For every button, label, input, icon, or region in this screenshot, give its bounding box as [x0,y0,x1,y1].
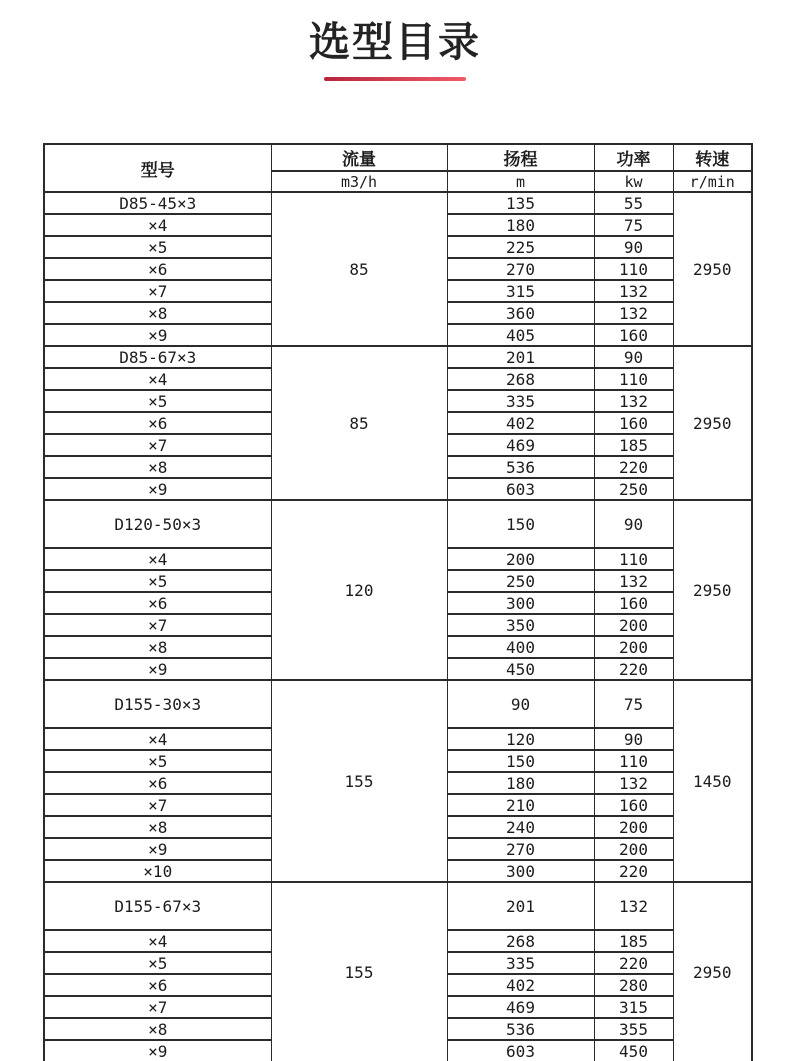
unit-speed: r/min [673,171,752,192]
model-cell: ×6 [44,772,271,794]
head-cell: 201 [447,882,594,930]
head-cell: 90 [447,680,594,728]
model-cell: ×7 [44,794,271,816]
header-speed: 转速 [673,144,752,171]
power-cell: 355 [594,1018,673,1040]
model-cell: ×7 [44,996,271,1018]
power-cell: 450 [594,1040,673,1061]
page-title: 选型目录 [309,19,481,65]
title-underline [324,77,466,81]
head-cell: 450 [447,658,594,680]
model-cell: ×6 [44,258,271,280]
head-cell: 270 [447,838,594,860]
model-cell: ×5 [44,750,271,772]
power-cell: 200 [594,816,673,838]
head-cell: 268 [447,930,594,952]
power-cell: 110 [594,750,673,772]
power-cell: 132 [594,302,673,324]
power-cell: 132 [594,570,673,592]
power-cell: 160 [594,794,673,816]
model-cell: ×6 [44,412,271,434]
head-cell: 150 [447,750,594,772]
model-cell: D85-67×3 [44,346,271,368]
table-row-group3 [44,500,752,548]
model-cell: ×8 [44,302,271,324]
power-cell: 110 [594,258,673,280]
power-cell: 220 [594,456,673,478]
model-cell: ×8 [44,1018,271,1040]
unit-head: m [447,171,594,192]
model-cell: ×9 [44,478,271,500]
model-cell: ×9 [44,658,271,680]
flow-cell: 155 [271,882,447,1061]
power-cell: 90 [594,346,673,368]
unit-power: kw [594,171,673,192]
power-cell: 160 [594,324,673,346]
flow-cell: 85 [271,192,447,346]
table-row-group1 [44,192,752,214]
model-cell: D155-30×3 [44,680,271,728]
power-cell: 185 [594,434,673,456]
power-cell: 160 [594,592,673,614]
header-power: 功率 [594,144,673,171]
model-cell: ×8 [44,816,271,838]
head-cell: 201 [447,346,594,368]
power-cell: 90 [594,500,673,548]
speed-cell: 2950 [673,500,752,680]
head-cell: 469 [447,996,594,1018]
power-cell: 55 [594,192,673,214]
flow-cell: 85 [271,346,447,500]
flow-cell: 120 [271,500,447,680]
selection-table [43,143,753,1061]
head-cell: 200 [447,548,594,570]
speed-cell: 2950 [673,192,752,346]
power-cell: 200 [594,838,673,860]
head-cell: 210 [447,794,594,816]
power-cell: 90 [594,728,673,750]
model-cell: ×4 [44,728,271,750]
model-cell: ×5 [44,390,271,412]
model-cell: ×4 [44,368,271,390]
head-cell: 150 [447,500,594,548]
model-cell: ×4 [44,214,271,236]
model-cell: ×9 [44,838,271,860]
head-cell: 469 [447,434,594,456]
head-cell: 120 [447,728,594,750]
head-cell: 603 [447,478,594,500]
head-cell: 135 [447,192,594,214]
table-row-group5 [44,882,752,930]
head-cell: 270 [447,258,594,280]
power-cell: 90 [594,236,673,258]
power-cell: 75 [594,680,673,728]
table-row-group4 [44,680,752,728]
head-cell: 300 [447,860,594,882]
head-cell: 335 [447,390,594,412]
model-cell: ×8 [44,456,271,478]
model-cell: ×8 [44,636,271,658]
model-cell: ×6 [44,974,271,996]
head-cell: 350 [447,614,594,636]
power-cell: 110 [594,548,673,570]
power-cell: 132 [594,882,673,930]
head-cell: 536 [447,456,594,478]
model-cell: ×7 [44,614,271,636]
unit-flow: m3/h [271,171,447,192]
model-cell: ×4 [44,548,271,570]
head-cell: 300 [447,592,594,614]
head-cell: 603 [447,1040,594,1061]
head-cell: 536 [447,1018,594,1040]
model-cell: D85-45×3 [44,192,271,214]
head-cell: 402 [447,974,594,996]
power-cell: 250 [594,478,673,500]
power-cell: 132 [594,280,673,302]
flow-cell: 155 [271,680,447,882]
header-row-labels [44,144,752,171]
header-head: 扬程 [447,144,594,171]
model-cell: ×9 [44,324,271,346]
head-cell: 400 [447,636,594,658]
model-cell: ×5 [44,236,271,258]
model-cell: ×5 [44,952,271,974]
speed-cell: 2950 [673,882,752,1061]
speed-cell: 2950 [673,346,752,500]
power-cell: 220 [594,860,673,882]
power-cell: 110 [594,368,673,390]
table-header [44,144,752,192]
head-cell: 180 [447,772,594,794]
head-cell: 405 [447,324,594,346]
head-cell: 240 [447,816,594,838]
model-cell: D120-50×3 [44,500,271,548]
head-cell: 268 [447,368,594,390]
model-cell: ×4 [44,930,271,952]
power-cell: 315 [594,996,673,1018]
power-cell: 220 [594,952,673,974]
power-cell: 220 [594,658,673,680]
head-cell: 402 [447,412,594,434]
model-cell: ×6 [44,592,271,614]
power-cell: 132 [594,390,673,412]
power-cell: 200 [594,636,673,658]
table-body [44,192,752,1061]
power-cell: 132 [594,772,673,794]
head-cell: 315 [447,280,594,302]
power-cell: 160 [594,412,673,434]
head-cell: 250 [447,570,594,592]
model-cell: ×5 [44,570,271,592]
speed-cell: 1450 [673,680,752,882]
power-cell: 185 [594,930,673,952]
power-cell: 75 [594,214,673,236]
head-cell: 225 [447,236,594,258]
model-cell: D155-67×3 [44,882,271,930]
header-flow: 流量 [271,144,447,171]
head-cell: 360 [447,302,594,324]
power-cell: 200 [594,614,673,636]
model-cell: ×7 [44,280,271,302]
power-cell: 280 [594,974,673,996]
model-cell: ×7 [44,434,271,456]
head-cell: 335 [447,952,594,974]
head-cell: 180 [447,214,594,236]
table-row-group2 [44,346,752,368]
model-cell: ×10 [44,860,271,882]
header-model: 型号 [44,144,271,192]
model-cell: ×9 [44,1040,271,1061]
